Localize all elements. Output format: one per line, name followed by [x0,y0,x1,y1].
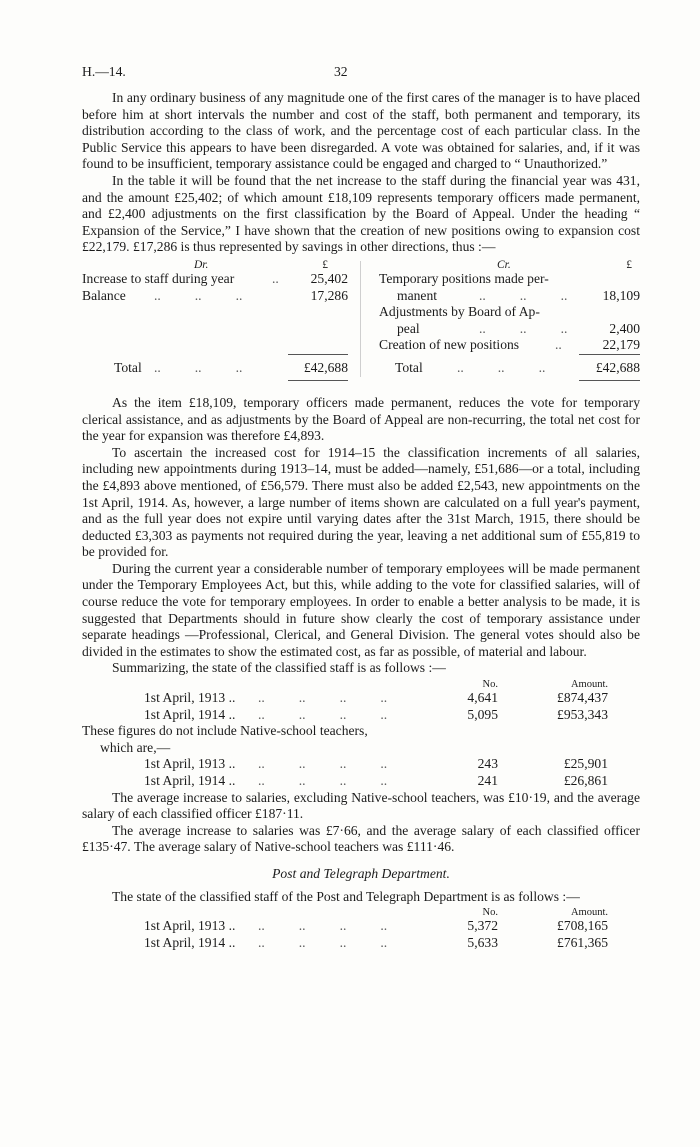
document-reference: H.—14. [82,64,126,79]
total-rule [288,380,348,381]
paragraph: The state of the classified staff of the Post and Telegraph Department is as follows :— [112,888,580,904]
page-number: 32 [334,64,348,79]
paragraph: Summarizing, the state of the classified staff is as follows :— [112,660,446,676]
credit-row: Creation of new positions .. 22,179 [379,337,640,353]
credit-row: Temporary positions made per- [379,270,549,286]
account-divider [360,261,361,377]
paragraph: During the current year a considerable number of temporary employees will be made permanent under the Temporary Employees Act, but this, while adding to the vote for classified salaries, will of course reduce the vote for temporary employees. In order to enable a better analysis to be made, it is suggested that Departments should in future show clearly the cost of temporary assistance under separate headings —Professional, Clerical, and General Division. The general votes should also be divided in the estimates to show the estimated cost, as far as possible, of material and labour. [82,560,640,659]
cr-label: Cr. [497,258,511,271]
total-rule [579,354,640,355]
credit-column [379,257,640,375]
cr-currency: £ [626,258,632,271]
summary-note: which are,— [100,739,171,755]
summary-column-headers: No. Amount. [482,907,608,919]
summary-note: These figures do not include Native-school teachers, [82,723,368,739]
section-title: Post and Telegraph Department. [272,865,450,881]
post-telegraph-summary [82,905,640,951]
debit-row: Balance .. .. .. 17,286 [82,287,348,303]
summary-row: 1st April, 1913 .. .. .. .. .. 4,641 £874,437 [144,690,608,706]
total-rule [579,380,640,381]
summary-column-headers: No. Amount. [482,679,608,691]
native-teachers-row: 1st April, 1914 .. .. .. .. .. 241 £26,861 [144,773,608,788]
dr-cr-account [82,257,640,375]
dr-currency: £ [322,258,328,271]
debit-total-row: Total .. .. .. £42,688 [114,359,348,375]
document-page [82,58,640,951]
summary-row: 1st April, 1914 .. .. .. .. .. 5,633 £761,365 [144,934,608,950]
paragraph: To ascertain the increased cost for 1914–15 the classification increments of all salaries, including new appointments during 1913–14, must be added—namely, £51,686—or a total, including the £4,893 above mentioned, of £56,579. There must also be added £2,543, new appointments on the 1st April, 1914. As, however, a large number of items shown are calculated on a full year's payment, and as the full year does not expire until varying dates after the 31st March, 1915, there should be deducted £3,303 as payments not required during the year, leaving a net additional sum of £55,819 to be provided for. [82,444,640,560]
paragraph: In any ordinary business of any magnitude one of the first cares of the manager is to have placed before him at short intervals the number and cost of the staff, both permanent and temporary, its distribution according to the class of work, and the percentage cost of each particular class. In the Public Service this appears to have been disregarded. A vote was obtained for salaries, and, if it was found to be insufficient, temporary assistance could be engaged and charged to “ Unauthorized.” [82,90,640,172]
summary-row: 1st April, 1913 .. .. .. .. .. 5,372 £708,165 [144,918,608,934]
credit-row: peal .. .. .. 2,400 [397,320,640,336]
credit-total-row: Total .. .. .. £42,688 [395,359,640,375]
paragraph: In the table it will be found that the net increase to the staff during the financial year was 431, and the amount £25,402; of which amount £18,109 represents temporary officers made permanent, and £2,400 adjustments on the first classification by the Board of Appeal. Under the heading “ Expansion of the Service,” I have shown that the creation of new positions owing to expansion cost £22,179. £17,286 is thus represented by savings in other directions, thus :— [82,172,640,255]
summary-row: 1st April, 1914 .. .. .. .. .. 5,095 £953,343 [144,706,608,722]
credit-row: Adjustments by Board of Ap- [379,304,540,320]
page-header [82,58,640,90]
debit-row: Increase to staff during year .. 25,402 [82,270,348,286]
paragraph: The average increase to salaries, excluding Native-school teachers, was £10·19, and the average salary of each classified officer £187·11. [82,789,640,822]
debit-column [82,257,348,375]
paragraph: As the item £18,109, temporary officers made permanent, reduces the vote for temporary clerical assistance, and as adjustments by the Board of Appeal are non-recurring, the total net cost for the year for expansion was therefore £4,893. [82,394,640,444]
dr-label: Dr. [194,258,209,271]
classified-staff-summary [82,677,640,790]
paragraph: The average increase to salaries was £7·66, and the average salary of each classified officer £135·47. The average salary of Native-school teachers was £111·46. [82,822,640,855]
credit-row: manent .. .. .. 18,109 [397,287,640,303]
native-teachers-row: 1st April, 1913 .. .. .. .. .. 243 £25,901 [144,756,608,772]
total-rule [288,354,348,355]
